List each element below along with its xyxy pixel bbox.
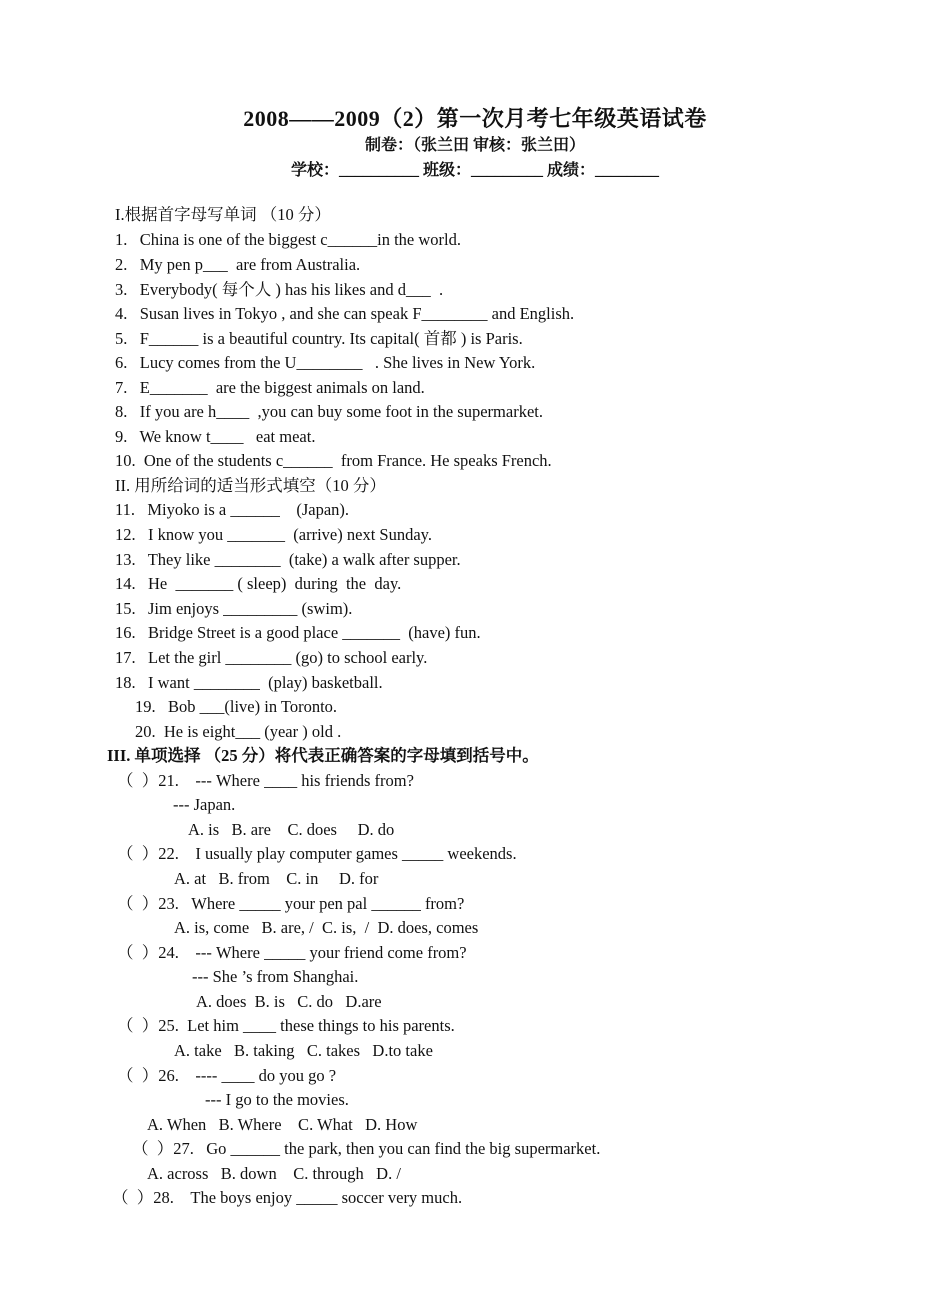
question-19: 19. Bob ___(live) in Toronto. [135,697,338,716]
exam-title: 2008——2009（2）第一次月考七年级英语试卷 [243,106,707,131]
question-5: 5. F______ is a beautiful country. Its capital( 首都 ) is Paris. [115,329,523,348]
question-21-answer-line: --- Japan. [173,795,236,814]
student-info-line: 学校：__________ 班级：_________ 成绩：________ [290,162,659,179]
question-11: 11. Miyoko is a ______ (Japan). [115,500,350,519]
exam-author-line: 制卷：（张兰田 审核：张兰田） [364,137,585,154]
question-20: 20. He is eight___ (year ) old . [135,722,342,741]
question-24: （ ）24. --- Where _____ your friend come from? [117,943,467,962]
question-27: （ ）27. Go ______ the park, then you can find the big supermarket. [132,1139,601,1158]
question-1: 1. China is one of the biggest c______in the world. [115,230,461,249]
question-10: 10. One of the students c______ from France. He speaks French. [115,451,552,470]
question-27-options: A. across B. down C. through D. / [147,1164,401,1183]
question-23: （ ）23. Where _____ your pen pal ______ from? [117,894,465,913]
question-24-answer-line: --- She ’s from Shanghai. [192,967,359,986]
question-9: 9. We know t____ eat meat. [115,427,316,446]
question-26-answer-line: --- I go to the movies. [205,1090,349,1109]
question-23-options: A. is, come B. are, / C. is, / D. does, comes [174,918,479,937]
question-26: （ ）26. ---- ____ do you go ? [117,1066,337,1085]
question-21-options: A. is B. are C. does D. do [188,820,395,839]
question-4: 4. Susan lives in Tokyo , and she can speak F________ and English. [115,304,575,323]
question-13: 13. They like ________ (take) a walk after supper. [115,550,461,569]
question-28: （ ）28. The boys enjoy _____ soccer very much. [112,1188,463,1207]
question-25-options: A. take B. taking C. takes D.to take [174,1041,433,1060]
question-7: 7. E_______ are the biggest animals on land. [115,378,425,397]
question-22-options: A. at B. from C. in D. for [174,869,379,888]
section-2-heading: II. 用所给词的适当形式填空（10 分） [115,476,386,495]
question-18: 18. I want ________ (play) basketball. [115,673,383,692]
question-25: （ ）25. Let him ____ these things to his parents. [117,1016,455,1035]
question-12: 12. I know you _______ (arrive) next Sunday. [115,525,432,544]
question-21: （ ）21. --- Where ____ his friends from? [117,771,414,790]
question-24-options: A. does B. is C. do D.are [196,992,382,1011]
question-26-options: A. When B. Where C. What D. How [147,1115,418,1134]
question-6: 6. Lucy comes from the U________ . She lives in New York. [115,353,536,372]
section-3-heading: III. 单项选择 （25 分）将代表正确答案的字母填到括号中。 [107,746,539,765]
question-17: 17. Let the girl ________ (go) to school early. [115,648,428,667]
question-15: 15. Jim enjoys _________ (swim). [115,599,353,618]
question-2: 2. My pen p___ are from Australia. [115,255,361,274]
question-8: 8. If you are h____ ,you can buy some foot in the supermarket. [115,402,543,421]
section-1-heading: I.根据首字母写单词 （10 分） [115,205,331,224]
question-16: 16. Bridge Street is a good place _______ (have) fun. [115,623,481,642]
question-3: 3. Everybody( 每个人 ) has his likes and d___ . [115,280,444,299]
question-14: 14. He _______ ( sleep) during the day. [115,574,402,593]
question-22: （ ）22. I usually play computer games _____ weekends. [117,844,517,863]
